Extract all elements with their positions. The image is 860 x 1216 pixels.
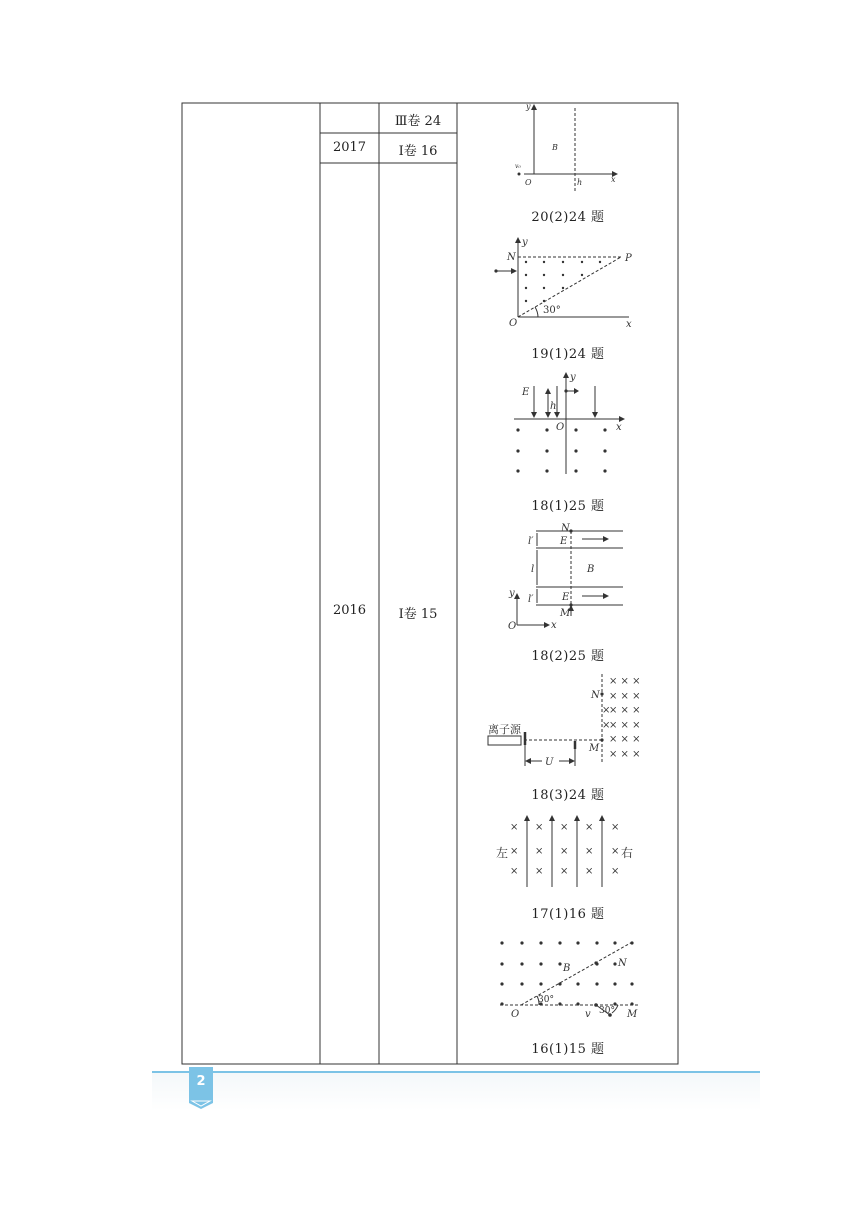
angle-label: 30°	[538, 995, 554, 1005]
point-n-label: N	[618, 958, 627, 969]
distance-label: h	[577, 178, 583, 187]
svg-text:×: ×	[611, 846, 620, 857]
figure-caption: 17(1)16 题	[531, 907, 605, 922]
svg-text:× × ×: × × ×	[609, 749, 641, 760]
point-m-label: M	[589, 743, 600, 754]
svg-text:×: ×	[585, 866, 594, 877]
length-l-prime-label: l′	[528, 536, 534, 547]
svg-text:×: ×	[560, 866, 569, 877]
field-e-label: E	[560, 536, 568, 547]
footer-band	[152, 1073, 760, 1111]
svg-text:×: ×	[535, 846, 544, 857]
svg-text:× × ×: × × ×	[609, 676, 641, 687]
point-n-label: N	[561, 523, 570, 534]
figure-caption: 18(2)25 题	[531, 649, 605, 664]
svg-text:×: ×	[510, 822, 519, 833]
origin-label: O	[511, 1009, 520, 1020]
point-p-label: P	[625, 253, 632, 264]
footer-line	[152, 1071, 760, 1073]
svg-text:×: ×	[585, 846, 594, 857]
x-axis-label: x	[611, 175, 616, 184]
right-label: 右	[621, 846, 634, 860]
point-n-label: N	[507, 252, 516, 263]
figure-18-2-25	[505, 520, 635, 639]
svg-text:×: ×	[585, 822, 594, 833]
figure-18-3-24	[486, 672, 656, 776]
svg-text:×: ×	[602, 705, 611, 716]
ion-source-label: 离子源	[488, 723, 521, 736]
figure-caption: 18(1)25 题	[531, 499, 605, 514]
svg-text:×: ×	[560, 822, 569, 833]
figure-caption: 19(1)24 题	[531, 347, 605, 362]
svg-text:×: ×	[602, 720, 611, 731]
svg-text:× × ×: × × ×	[609, 734, 641, 745]
origin-label: O	[509, 318, 518, 329]
year-cell: 2017	[332, 140, 367, 155]
x-axis-label: x	[616, 422, 622, 433]
y-axis-label: y	[570, 372, 576, 383]
svg-text:×: ×	[535, 822, 544, 833]
voltage-label: U	[545, 757, 554, 768]
point-m-label: M	[560, 608, 571, 619]
height-label: h	[550, 401, 557, 412]
origin-label: O	[508, 621, 517, 632]
svg-text:× × ×: × × ×	[609, 705, 641, 716]
svg-text:×: ×	[611, 866, 620, 877]
svg-text:×: ×	[535, 866, 544, 877]
figure-caption: 18(3)24 题	[531, 788, 605, 803]
svg-text:×: ×	[510, 866, 519, 877]
figure-17-1-16	[494, 811, 674, 895]
field-e-label: E	[562, 592, 570, 603]
y-axis-label: y	[509, 588, 515, 599]
y-axis-label: y	[522, 237, 528, 248]
origin-label: O	[525, 178, 532, 187]
field-label: B	[552, 143, 558, 152]
velocity-label: v	[585, 1009, 591, 1020]
figure-19-1-24	[493, 233, 643, 335]
y-axis-label: y	[526, 102, 531, 111]
figure-16-1-15	[494, 933, 654, 1027]
svg-text:×: ×	[510, 846, 519, 857]
figure-18-1-25	[510, 368, 630, 487]
field-e-label: E	[522, 387, 530, 398]
figure-caption: 16(1)15 题	[531, 1042, 605, 1057]
svg-text:×: ×	[560, 846, 569, 857]
origin-label: O	[556, 422, 565, 433]
field-b-label: B	[563, 963, 571, 974]
left-label: 左	[496, 846, 509, 860]
figure-20-2-24	[510, 102, 630, 201]
svg-text:× × ×: × × ×	[609, 691, 641, 702]
svg-text:×: ×	[611, 822, 620, 833]
paper-cell: Ⅰ卷 16	[398, 144, 438, 159]
page-number: 2	[196, 1074, 206, 1089]
x-axis-label: x	[626, 319, 632, 330]
year-cell: 2016	[332, 603, 367, 618]
point-m-label: M	[627, 1009, 638, 1020]
length-l-prime-label: l′	[528, 594, 534, 605]
velocity-label: v₀	[515, 163, 521, 170]
paper-cell: Ⅲ卷 24	[394, 114, 442, 129]
angle-label: 30°	[599, 1006, 615, 1016]
paper-cell: Ⅰ卷 15	[398, 607, 438, 622]
svg-text:× × ×: × × ×	[609, 720, 641, 731]
point-n-label: N	[591, 690, 600, 701]
length-l-label: l	[531, 564, 535, 575]
x-axis-label: x	[551, 620, 557, 631]
angle-label: 30°	[543, 305, 561, 316]
field-b-label: B	[587, 564, 595, 575]
figure-caption: 20(2)24 题	[531, 210, 605, 225]
